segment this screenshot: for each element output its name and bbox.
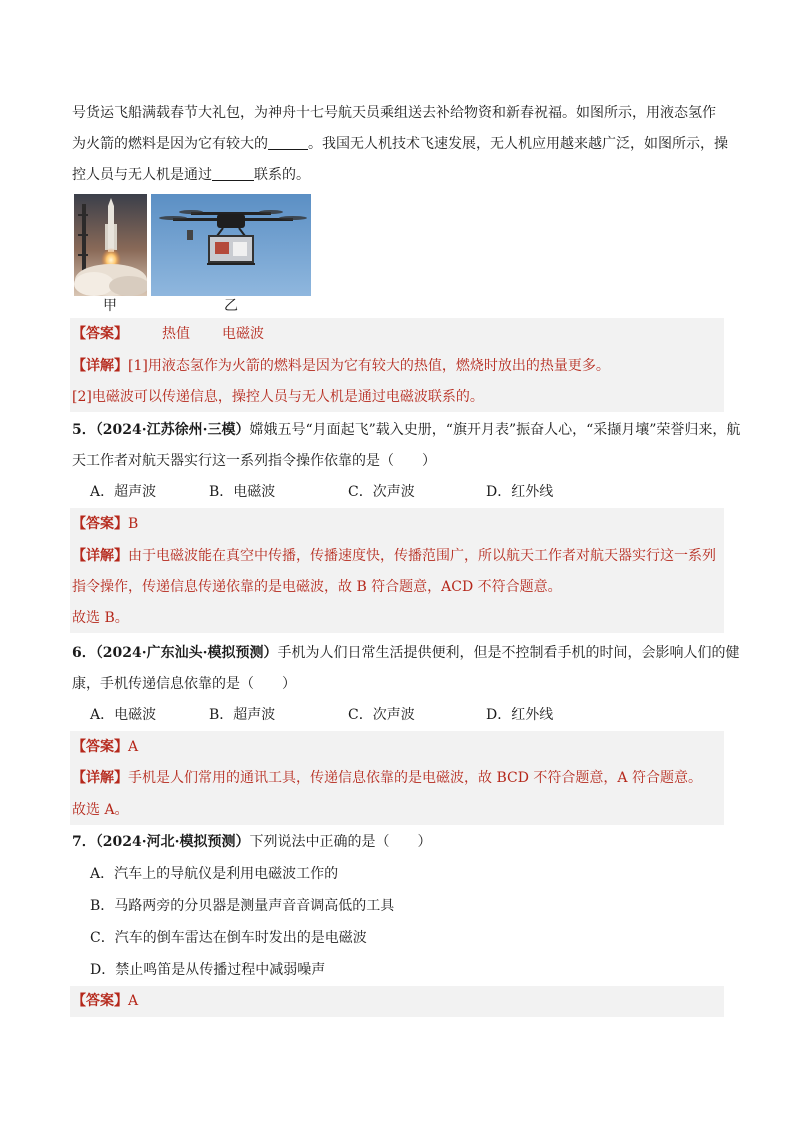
q7-number: 7．: [72, 834, 96, 850]
q5-source: （2024·江苏徐州·三模）: [95, 422, 250, 438]
q4-detail-line-1: [72, 356, 610, 376]
caption-yi: 乙: [224, 298, 238, 314]
detail-label: 【详解】: [72, 358, 128, 374]
q5-stem-line-1: [72, 420, 740, 440]
q5-stem-line-2: 天工作者对航天器实行这一系列指令操作依靠的是（ ）: [72, 453, 436, 469]
q5-detail-line-2: 指令操作，传递信息传递依靠的是电磁波，故 B 符合题意，ACD 不符合题意。: [72, 579, 562, 595]
q4-detail-line-2: [2]电磁波可以传递信息，操控人员与无人机是通过电磁波联系的。: [72, 389, 484, 405]
q6-answer-band: [70, 731, 724, 763]
q6-stem-1: 手机为人们日常生活提供便利，但是不控制看手机的时间，会影响人们的健: [277, 645, 740, 661]
q5-answer-band: [70, 508, 724, 540]
blank-2: [212, 166, 254, 181]
answer-label: 【答案】: [72, 326, 128, 342]
q5-answer-line: [72, 514, 138, 534]
q6-option-d: D．红外线: [486, 707, 554, 723]
q5-option-c: C．次声波: [348, 484, 415, 500]
q6-conclusion-band: [70, 795, 724, 825]
q4-answer-2: 电磁波: [222, 326, 264, 342]
q6-number: 6．: [72, 645, 96, 661]
q7-option-c: C．汽车的倒车雷达在倒车时发出的是电磁波: [90, 930, 367, 946]
q5-option-b: B．电磁波: [209, 484, 276, 500]
drone-image: [151, 194, 311, 296]
intro-line-1: 号货运飞船满载春节大礼包，为神舟十七号航天员乘组送去补给物资和新春祝福。如图所示，用液态氢作: [72, 105, 716, 121]
q5-stem-1: 嫦娥五号“月面起飞”载入史册，“旗开月表”振奋人心，“采撷月壤”荣誉归来，航: [249, 422, 741, 438]
q5-number: 5．: [72, 422, 96, 438]
q4-answer-1: 热值: [162, 326, 190, 342]
q7-source: （2024·河北·模拟预测）: [95, 834, 250, 850]
caption-jia: 甲: [103, 298, 117, 314]
answer-label: 【答案】: [72, 739, 128, 755]
q7-answer-band: [70, 986, 724, 1017]
intro-line-3-start: 控人员与无人机是通过: [72, 167, 212, 183]
rocket-launch-image: [74, 194, 147, 296]
q6-answer-line: [72, 737, 138, 757]
q6-detail-text-1: 手机是人们常用的通讯工具，传递信息依靠的是电磁波，故 BCD 不符合题意，A 符合题意。: [128, 770, 702, 786]
detail-label: 【详解】: [72, 548, 128, 564]
intro-line-2: [72, 134, 728, 154]
q5-conclusion: 故选 B。: [72, 610, 129, 626]
q6-option-a: A．电磁波: [90, 707, 157, 723]
q6-detail-line-1: [72, 768, 702, 788]
intro-line-2-start: 为火箭的燃料是因为它有较大的: [72, 136, 268, 152]
q6-answer: A: [128, 739, 139, 755]
answer-label: 【答案】: [72, 516, 128, 532]
answer-label: 【答案】: [72, 993, 128, 1009]
q7-answer: A: [128, 993, 139, 1009]
q6-source: （2024·广东汕头·模拟预测）: [95, 645, 278, 661]
q5-detail-line-1: [72, 546, 716, 566]
q7-option-a: A．汽车上的导航仪是利用电磁波工作的: [90, 866, 339, 882]
q4-detail-text-1: [1]用液态氢作为火箭的燃料是因为它有较大的热值，燃烧时放出的热量更多。: [128, 358, 610, 374]
q6-stem-line-1: [72, 643, 739, 663]
q6-stem-line-2: 康，手机传递信息依靠的是（ ）: [72, 676, 296, 692]
intro-line-2-end: 。我国无人机技术飞速发展，无人机应用越来越广泛，如图所示，操: [308, 136, 728, 152]
q7-option-b: B．马路两旁的分贝器是测量声音音调高低的工具: [90, 898, 395, 914]
q5-conclusion-band: [70, 603, 724, 633]
q7-answer-line: [72, 991, 138, 1011]
q6-conclusion: 故选 A。: [72, 802, 129, 818]
detail-label: 【详解】: [72, 770, 128, 786]
q4-answer-line: [72, 324, 264, 344]
q7-stem-line: [72, 832, 431, 852]
q6-option-b: B．超声波: [209, 707, 276, 723]
q7-option-d: D．禁止鸣笛是从传播过程中减弱噪声: [90, 962, 326, 978]
q5-detail-text-1: 由于电磁波能在真空中传播，传播速度快，传播范围广，所以航天工作者对航天器实行这一系列: [128, 548, 716, 564]
q5-option-a: A．超声波: [90, 484, 157, 500]
intro-line-3: [72, 165, 310, 185]
q7-stem: 下列说法中正确的是（ ）: [249, 834, 432, 850]
intro-line-3-end: 联系的。: [254, 167, 310, 183]
q5-option-d: D．红外线: [486, 484, 554, 500]
q6-option-c: C．次声波: [348, 707, 415, 723]
blank-1: [268, 135, 308, 150]
q5-answer: B: [128, 516, 139, 532]
